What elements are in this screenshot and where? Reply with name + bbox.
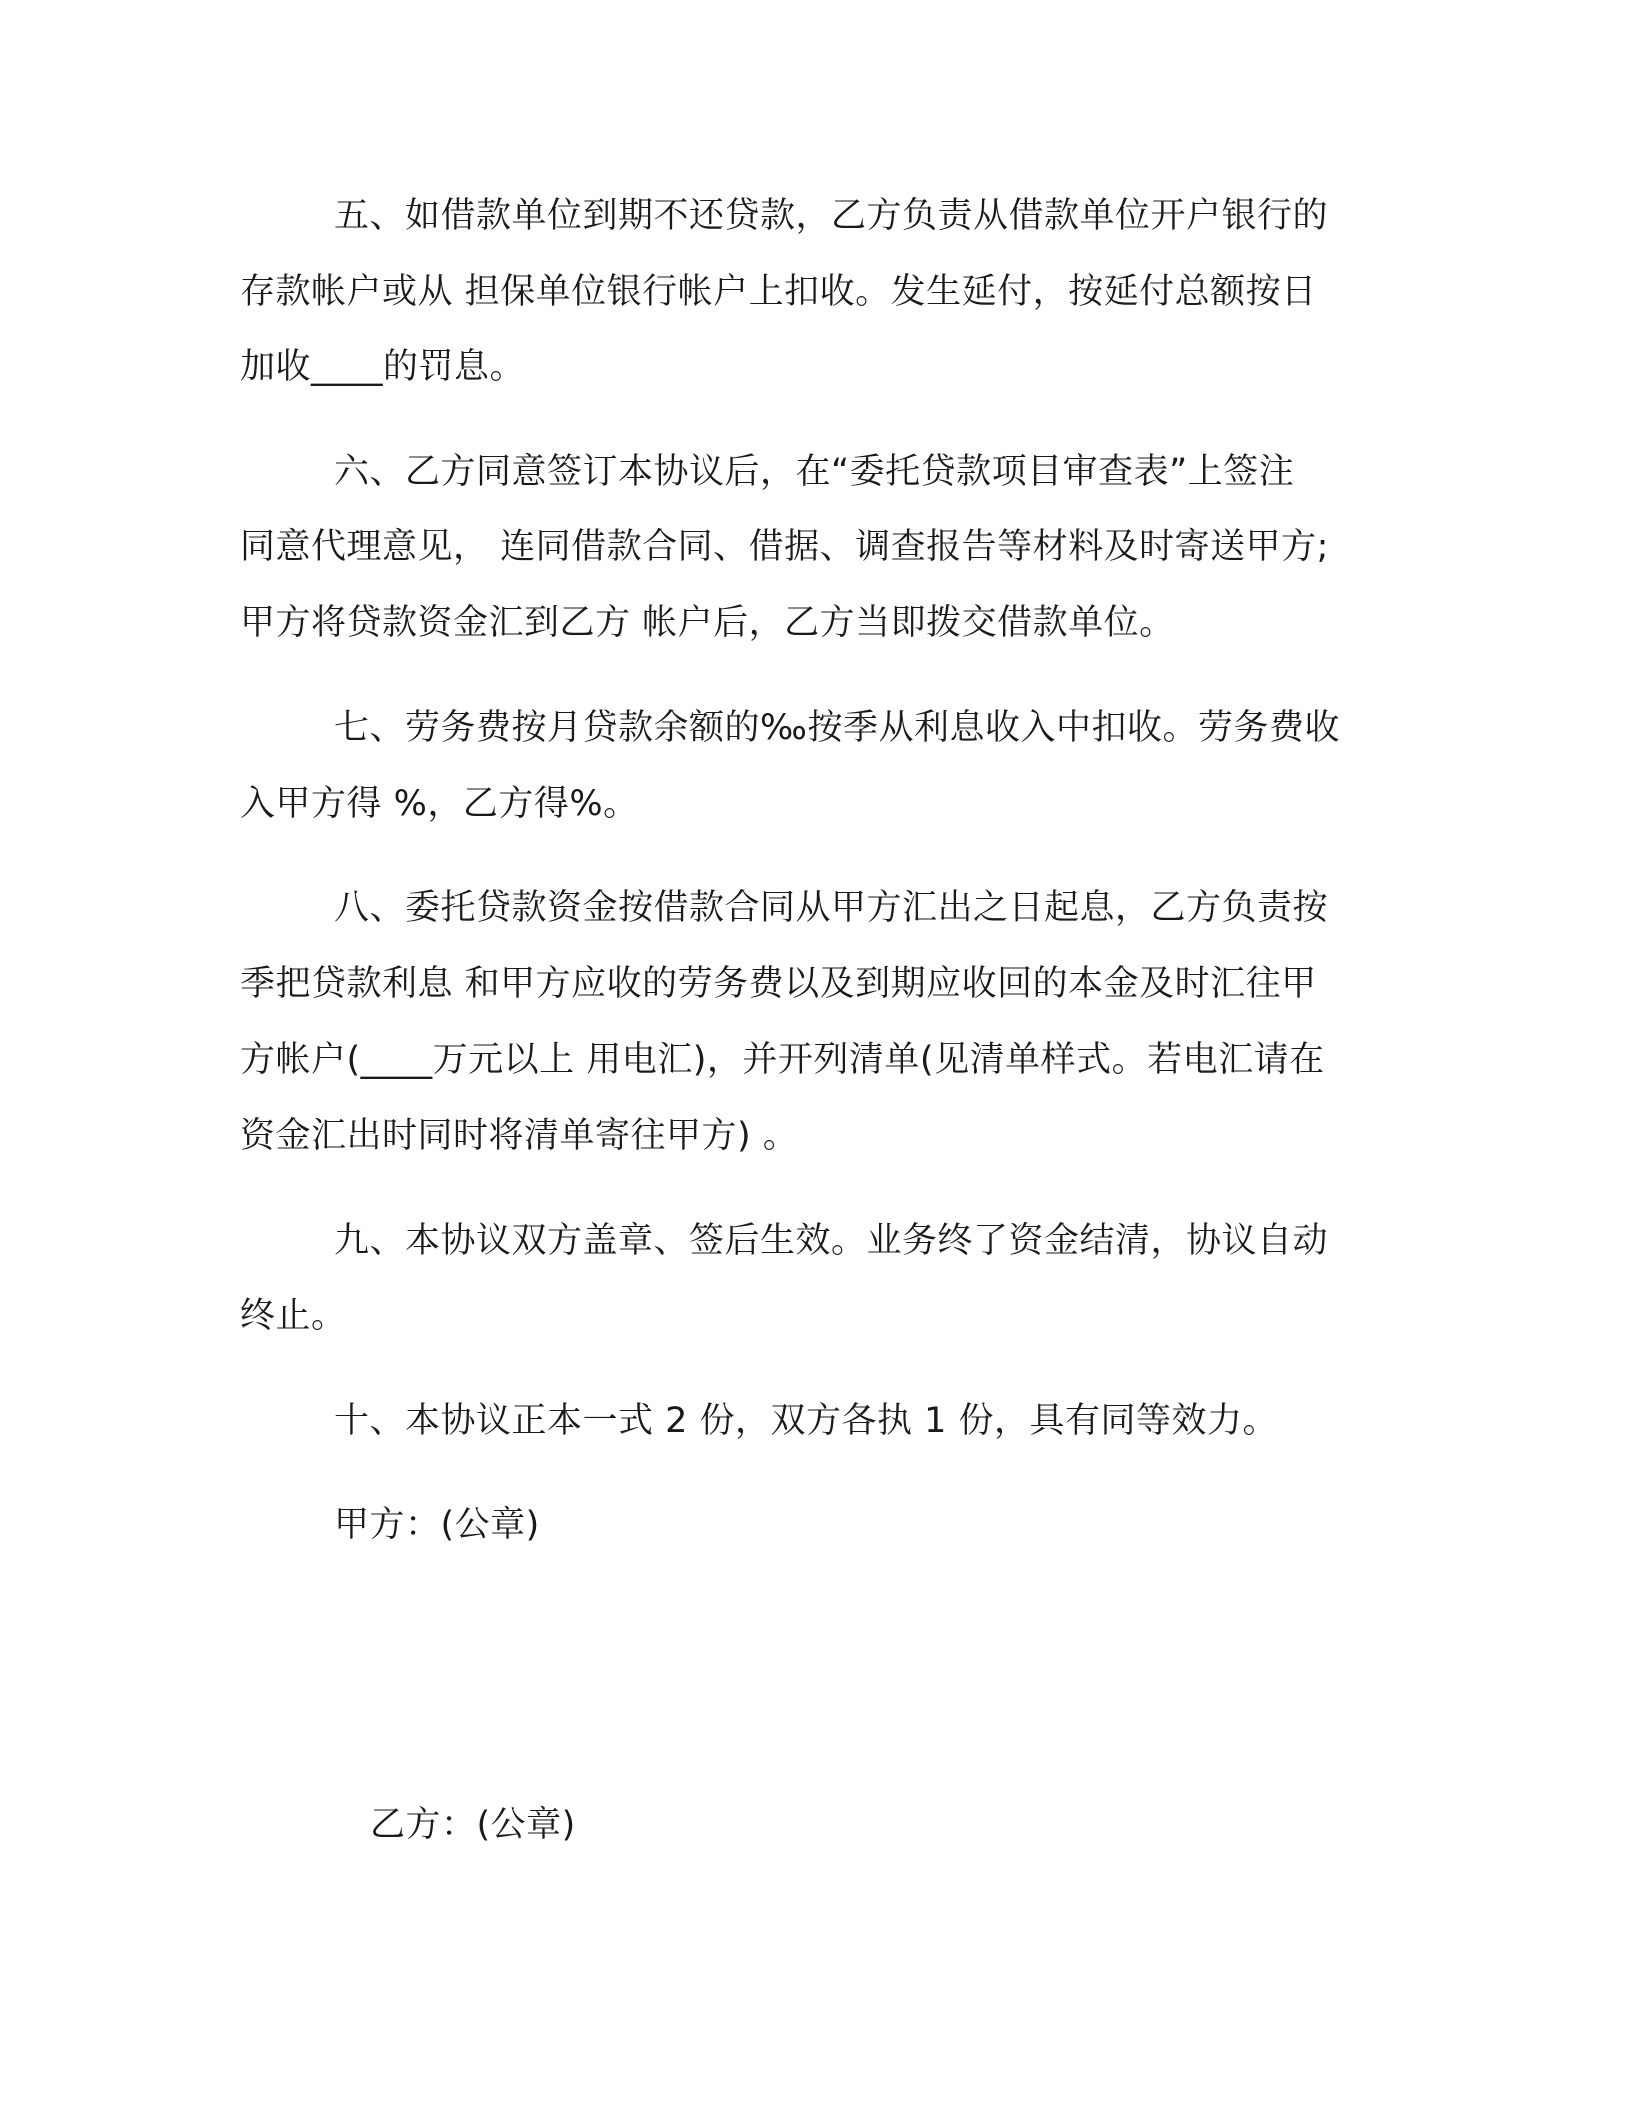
clause-five-line-1: 五、如借款单位到期不还贷款，乙方负责从借款单位开户银行的 <box>334 196 1329 236</box>
clause-six-line-2: 同意代理意见， 连同借款合同、借据、调查报告等材料及时寄送甲方; <box>240 527 1329 567</box>
clause-seven-line-2: 入甲方得 %，乙方得%。 <box>240 784 639 824</box>
clause-five-line-2: 存款帐户或从 担保单位银行帐户上扣收。发生延付，按延付总额按日 <box>240 272 1317 312</box>
party-a-seal: 甲方：(公章) <box>334 1505 540 1545</box>
clause-eight-line-4: 资金汇出时同时将清单寄往甲方) 。 <box>240 1116 799 1156</box>
clause-eight-line-3: 方帐户(____万元以上 用电汇)，并开列清单(见清单样式。若电汇请在 <box>240 1040 1325 1080</box>
clause-seven-line-1: 七、劳务费按月贷款余额的‰按季从利息收入中扣收。劳务费收 <box>334 708 1340 748</box>
clause-six-line-3: 甲方将贷款资金汇到乙方 帐户后，乙方当即拨交借款单位。 <box>240 603 1175 643</box>
clause-five-line-3: 加收____的罚息。 <box>240 347 526 387</box>
clause-six-line-1: 六、乙方同意签订本协议后，在“委托贷款项目审查表”上签注 <box>334 452 1295 492</box>
clause-nine-line-1: 九、本协议双方盖章、签后生效。业务终了资金结清，协议自动 <box>334 1221 1329 1261</box>
clause-eight-line-2: 季把贷款利息 和甲方应收的劳务费以及到期应收回的本金及时汇往甲 <box>240 964 1317 1004</box>
clause-ten-line-1: 十、本协议正本一式 2 份，双方各执 1 份，具有同等效力。 <box>334 1401 1279 1441</box>
party-b-seal: 乙方：(公章) <box>370 1805 576 1845</box>
clause-eight-line-1: 八、委托贷款资金按借款合同从甲方汇出之日起息，乙方负责按 <box>334 888 1329 928</box>
clause-nine-line-2: 终止。 <box>240 1296 347 1336</box>
